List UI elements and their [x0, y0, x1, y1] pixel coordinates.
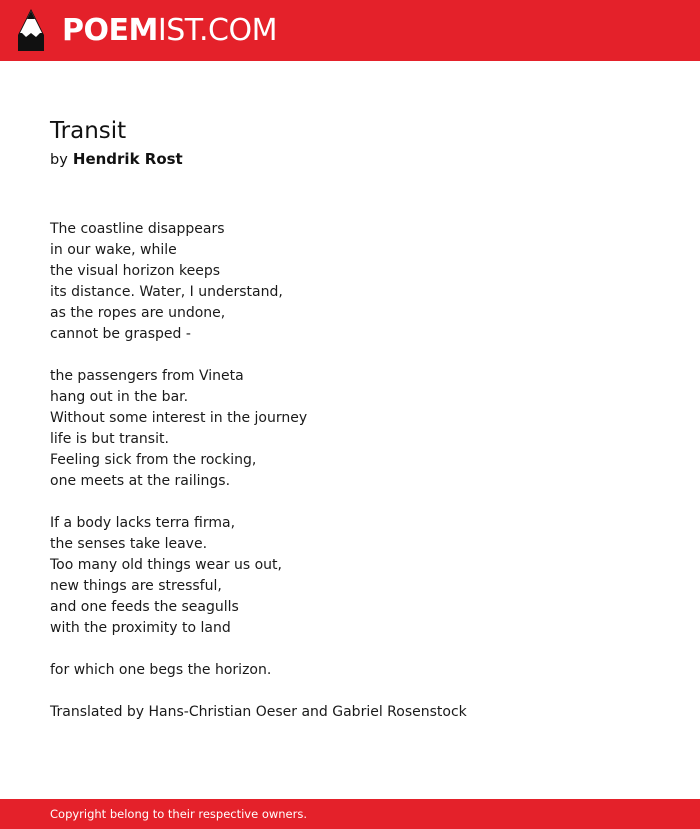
poem-byline: [50, 149, 183, 170]
site-header: [0, 0, 700, 61]
poem-line: life is but transit.: [50, 431, 169, 447]
poem-line: and one feeds the seagulls: [50, 599, 239, 615]
poem-line: Feeling sick from the rocking,: [50, 452, 257, 468]
poem-line: in our wake, while: [50, 242, 177, 258]
pencil-icon[interactable]: [18, 9, 44, 51]
poem-line: The coastline disappears: [50, 221, 225, 237]
site-logo[interactable]: [62, 12, 277, 50]
stanza-gap: [50, 681, 650, 702]
poem-line: Without some interest in the journey: [50, 410, 308, 426]
poem-line: the passengers from Vineta: [50, 368, 244, 384]
poem-body: [50, 219, 650, 723]
poem-line: new things are stressful,: [50, 578, 222, 594]
poem-line: with the proximity to land: [50, 620, 231, 636]
poem-line: the senses take leave.: [50, 536, 208, 552]
site-footer: [0, 799, 700, 829]
stanza-gap: [50, 345, 650, 366]
stanza-gap: [50, 639, 650, 660]
poem-title: Transit: [50, 118, 127, 144]
poem-line: its distance. Water, I understand,: [50, 284, 283, 300]
byline-prefix: by: [50, 152, 68, 168]
stanza-gap: [50, 492, 650, 513]
poem-author: Hendrik Rost: [72, 150, 183, 168]
poem-line: Too many old things wear us out,: [50, 557, 282, 573]
poem-line: hang out in the bar.: [50, 389, 189, 405]
poem-line: as the ropes are undone,: [50, 305, 226, 321]
poem-line: the visual horizon keeps: [50, 263, 221, 279]
poem-line: one meets at the railings.: [50, 473, 231, 489]
logo-text-strong: POEM: [62, 13, 158, 48]
logo-text-light: IST.COM: [157, 13, 277, 48]
copyright-text: Copyright belong to their respective owners.: [50, 807, 308, 821]
poem-line: for which one begs the horizon.: [50, 662, 272, 678]
poem-line: cannot be grasped -: [50, 326, 191, 342]
poem-line: Translated by Hans-Christian Oeser and Gabriel Rosenstock: [50, 704, 467, 720]
poem-line: If a body lacks terra firma,: [50, 515, 236, 531]
